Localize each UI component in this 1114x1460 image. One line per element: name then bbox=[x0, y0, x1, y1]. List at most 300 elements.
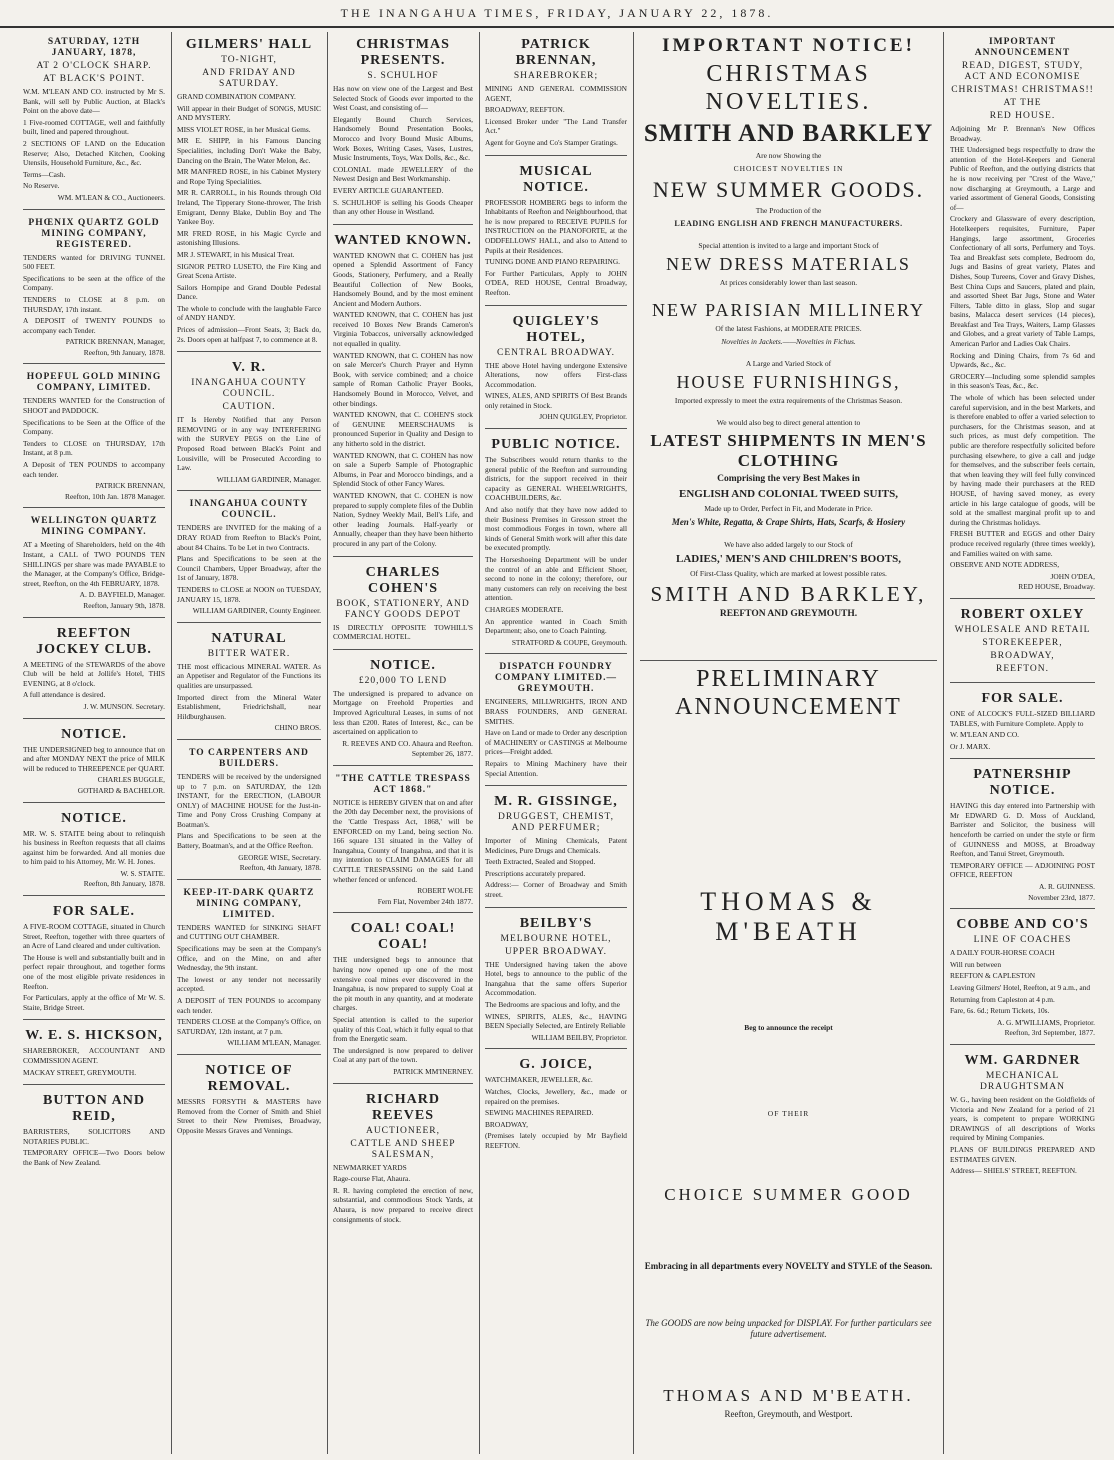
ad-heading: SATURDAY, 12TH JANUARY, 1878, bbox=[47, 37, 141, 58]
advertisement bbox=[950, 602, 1095, 683]
ad-heading: AT THE bbox=[1003, 98, 1042, 108]
ad-body-text: Address:— Corner of Broadway and Smith street. bbox=[485, 880, 627, 900]
advertisement bbox=[177, 355, 321, 491]
ad-line: Are now Showing the bbox=[755, 151, 822, 160]
ad-body-text: TENDERS will be received by the undersigned up to 7 p.m. on SATURDAY, the 12th INSTANT, for the ERECTION, (LABOUR ONLY) of MACHINE HOUSE for the Just-in-Time and Pony Cross Crushing Company at Boatman's. bbox=[177, 771, 321, 829]
column-divider bbox=[943, 32, 944, 1454]
ad-signature: PATRICK BRENNAN, Manager, bbox=[65, 337, 165, 347]
ad-line: Comprising the very Best Makes in bbox=[717, 474, 860, 484]
ad-line: Special attention is invited to a large and important Stock of bbox=[698, 241, 879, 250]
ad-signature: W. S. STAITE. bbox=[120, 868, 165, 878]
ad-body-text: WANTED KNOWN, that C. COHEN'S stock of GENUINE MEERSCHAUMS is pronounced Superior in Quality and Design to any hitherto sold in the district. bbox=[333, 410, 473, 448]
advertisement bbox=[177, 883, 321, 1055]
ad-body-text: COLONIAL made JEWELLERY of the Newest Design and Best Workmanship. bbox=[333, 164, 473, 184]
ad-body-text: A Deposit of TEN POUNDS to accompany each tender. bbox=[23, 460, 165, 479]
advertisement bbox=[485, 32, 627, 156]
advertisement bbox=[485, 159, 627, 306]
ad-signature: Reefton, 9th January, 1878. bbox=[83, 347, 165, 357]
choice-summer-goods-heading: CHOICE SUMMER GOOD bbox=[664, 1185, 913, 1204]
boots-heading: LADIES,' MEN'S AND CHILDREN'S BOOTS, bbox=[676, 553, 901, 565]
ad-body-text: AT a Meeting of Shareholders, held on the 4th Instant, a CALL of TWO POUNDS TEN SHILLINGS per share was made PAYABLE to the Manager, at the Company's Office, Bridge-street, Reefton, on the 4th FEBRUARY, 1878. bbox=[23, 540, 165, 588]
advertisement bbox=[23, 1088, 165, 1174]
ad-body-text: WANTED KNOWN, that C. COHEN has now on sale Mercer's Church Prayer and Hymn Book, with service combined; and a choice sample of Roman Catholic Prayer Books, Handsomely Bound in Morocco, Velvet, and other bindings. bbox=[333, 350, 473, 408]
ad-body-text: No Reserve. bbox=[23, 181, 60, 191]
ad-heading: CHARLES COHEN'S bbox=[365, 564, 441, 596]
ad-signature: JOHN O'DEA, bbox=[1050, 571, 1095, 581]
preliminary-announcement-heading: PRELIMINARY ANNOUNCEMENT bbox=[675, 666, 902, 720]
ad-heading: WHOLESALE AND RETAIL bbox=[954, 624, 1091, 635]
tweed-suits-heading: ENGLISH AND COLONIAL TWEED SUITS, bbox=[679, 488, 898, 500]
advertisement bbox=[950, 762, 1095, 909]
advertisement bbox=[23, 899, 165, 1020]
ad-heading: WM. GARDNER bbox=[964, 1052, 1081, 1068]
ad-line: We would also beg to direct general attention to bbox=[716, 418, 861, 427]
ad-body-text: PLANS OF BUILDINGS PREPARED AND ESTIMATES GIVEN. bbox=[950, 1144, 1095, 1164]
ad-body-text: For Further Particulars, Apply to JOHN O'DEA, RED HOUSE, Central Broadway, Reefton. bbox=[485, 268, 627, 297]
ad-body-text: The undersigned is now prepared to deliver Coal at any part of the town. bbox=[333, 1045, 473, 1065]
advertisement bbox=[950, 32, 1095, 599]
ad-body-text: EVERY ARTICLE GUARANTEED. bbox=[333, 185, 444, 195]
ad-heading: V. R. bbox=[232, 360, 266, 376]
ad-heading: INANGAHUA COUNTY COUNCIL. bbox=[191, 378, 307, 400]
christmas-novelties-heading: CHRISTMAS NOVELTIES. bbox=[705, 61, 872, 115]
ad-body-text: MR MANFRED ROSE, in his Cabinet Mystery and Rope Tying Specialities. bbox=[177, 167, 321, 186]
advertisement bbox=[333, 32, 473, 225]
ad-heading: MELBOURNE HOTEL, bbox=[500, 933, 612, 944]
important-notice-heading: IMPORTANT NOTICE! bbox=[662, 35, 915, 56]
ad-body-text: OBSERVE AND NOTE ADDRESS, bbox=[950, 560, 1060, 570]
ad-body-text: WANTED KNOWN, that C. COHEN has just received 10 Boxes New Brands Cameron's Virginia Tobaccos, universally acknowledged not equalled in quality. bbox=[333, 310, 473, 349]
ad-body-text: WANTED KNOWN, that C. COHEN has now on sale a Superb Sample of Photographic Albums, in Pear and Morocco bindings, and a Splendid Stock of other Fancy Wares. bbox=[333, 450, 473, 489]
ad-heading: DRUGGEST, CHEMIST, AND PERFUMER; bbox=[497, 812, 615, 834]
ad-body-text: A DEPOSIT of TWENTY POUNDS to accompany each Tender. bbox=[23, 316, 165, 335]
ad-body-text: HAVING this day entered into Partnership with Mr EDWARD G. D. Moss of Auckland, Barrister and Solicitor, the business will henceforth be carried on under the style or firm of GUINNESS and MOSS, at Broadway Reefton, and Tanui Street, Greymouth. bbox=[950, 801, 1095, 859]
ad-signature: Reefton, 4th January, 1878. bbox=[239, 863, 321, 873]
ad-body-text: TENDERS WANTED for the Construction of SHOOT and PADDOCK. bbox=[23, 396, 165, 416]
smith-and-barkley-heading: SMITH AND BARKLEY bbox=[643, 120, 934, 147]
ad-body-text: SHAREBROKER, ACCOUNTANT AND COMMISSION AGENT. bbox=[23, 1046, 165, 1065]
ad-body-text: WINES, ALES, AND SPIRITS Of Best Brands only retained in Stock. bbox=[485, 391, 627, 410]
advertisement bbox=[23, 806, 165, 897]
ad-heading: TO CARPENTERS AND BUILDERS. bbox=[189, 747, 309, 769]
ad-signature: GOTHARD & BACHELOR. bbox=[77, 785, 165, 795]
ad-line: The Production of the bbox=[755, 206, 822, 215]
ad-signature: GEORGE WISE, Secretary. bbox=[238, 852, 321, 862]
new-dress-materials-heading: NEW DRESS MATERIALS bbox=[666, 254, 911, 274]
column-6 bbox=[945, 30, 1100, 1455]
ad-body-text: GROCERY—Including some splendid samples in this season's Teas, &c., &c. bbox=[950, 371, 1095, 391]
column-3 bbox=[328, 30, 478, 1455]
ad-signature: WILLIAM GARDINER, Manager. bbox=[216, 474, 321, 484]
ad-heading: NOTICE. bbox=[61, 726, 127, 742]
ad-body-text: Tenders to CLOSE on THURSDAY, 17th Instant, at 8 p.m. bbox=[23, 438, 165, 458]
advertisement bbox=[485, 432, 627, 654]
ad-line: A Large and Varied Stock of bbox=[745, 359, 832, 368]
advertisement bbox=[950, 1048, 1095, 1183]
ad-signature: September 26, 1877. bbox=[411, 749, 473, 759]
ad-heading: AT BLACK'S POINT. bbox=[42, 74, 146, 84]
ad-heading: NOTICE OF REMOVAL. bbox=[205, 1062, 293, 1094]
ad-body-text: The whole to conclude with the laughable Farce of ANDY HANDY. bbox=[177, 303, 321, 323]
ad-signature: Reefton, 10th Jan. 1878 Manager. bbox=[65, 491, 165, 501]
ad-body-text: R. R. having completed the erection of new, substantial, and commodious Stock Yards, at Ahaura, is now prepared to receive direct consignments of stock. bbox=[333, 1185, 473, 1224]
ad-body-text: MACKAY STREET, GREYMOUTH. bbox=[23, 1067, 137, 1077]
ad-line: At prices considerably lower than last season. bbox=[719, 278, 858, 287]
ad-line: Beg to announce the receipt bbox=[744, 1023, 833, 1032]
ad-signature: PATRICK BRENNAN, bbox=[95, 481, 165, 491]
ad-body-text: Has now on view one of the Largest and Best Selected Stock of Goods ever imported to the West Coast, and consisting of— bbox=[333, 84, 473, 113]
ad-body-text: TEMPORARY OFFICE — ADJOINING POST OFFICE, REEFTON bbox=[950, 860, 1095, 880]
ad-heading: ROBERT OXLEY bbox=[960, 606, 1085, 622]
ad-heading: SHAREBROKER; bbox=[513, 71, 599, 81]
ad-body-text: Have on Land or made to Order any description of MACHINERY or CASTINGS at Melbourne prices—Freight added. bbox=[485, 728, 627, 757]
ad-signature: November 23rd, 1877. bbox=[1028, 892, 1095, 902]
ad-signature: WILLIAM BEILBY, Proprietor. bbox=[531, 1032, 627, 1042]
ad-heading: RICHARD REEVES bbox=[366, 1091, 440, 1123]
ad-heading: BUTTON AND REID, bbox=[43, 1093, 145, 1125]
ad-heading: NOTICE. bbox=[61, 810, 127, 826]
ad-heading: W. E. S. HICKSON, bbox=[25, 1028, 163, 1044]
ad-body-text: TENDERS to CLOSE at 8 p.m. on THURSDAY, 17th instant. bbox=[23, 294, 165, 314]
ad-body-text: An apprentice wanted in Coach Smith Department; also, one to Coach Painting. bbox=[485, 616, 627, 636]
ad-heading: READ, DIGEST, STUDY, ACT AND ECONOMISE bbox=[961, 61, 1084, 82]
advertisement bbox=[23, 621, 165, 719]
ad-heading: CHRISTMAS! CHRISTMAS!! bbox=[951, 85, 1094, 95]
ad-body-text: WANTED KNOWN that C. COHEN has just opened a Splendid Assortment of Fancy Goods, Stationery, Perfumery, and a Really Beautiful Collection of New Books, Handsomely Bound, and by the most eminent Ancient and Modern Authors. bbox=[333, 250, 473, 308]
ad-body-text: TUNING DONE AND PIANO REPAIRING. bbox=[485, 257, 621, 267]
ad-heading: BROADWAY, bbox=[990, 650, 1055, 661]
advertisement bbox=[23, 213, 165, 365]
ad-signature: PATRICK MM'INERNEY. bbox=[393, 1066, 473, 1076]
ad-body-text: Prescriptions accurately prepared. bbox=[485, 868, 586, 878]
ad-signature: WILLIAM GARDINER, County Engineer. bbox=[192, 606, 321, 616]
ad-body-text: MR J. STEWART, in his Musical Treat. bbox=[177, 249, 295, 259]
ad-heading: RED HOUSE. bbox=[989, 111, 1056, 121]
ad-body-text: Adjoining Mr P. Brennan's New Offices Broadway. bbox=[950, 124, 1095, 143]
mens-clothing-heading: LATEST SHIPMENTS IN MEN'S CLOTHING bbox=[650, 431, 927, 470]
ad-body-text: TENDERS to CLOSE at NOON on TUESDAY, JANUARY 15, 1878. bbox=[177, 584, 321, 604]
ad-heading: DISPATCH FOUNDRY COMPANY LIMITED.—GREYMOUTH. bbox=[494, 662, 618, 695]
ad-heading: G. JOICE, bbox=[519, 1057, 593, 1073]
ad-heading: CATTLE AND SHEEP SALESMAN, bbox=[350, 1138, 456, 1160]
ad-body-text: Plans and Specifications to be seen at the Council Chambers, Upper Broadway, after the 1st of January, 1878. bbox=[177, 554, 321, 583]
ad-heading: COAL! COAL! COAL! bbox=[350, 921, 456, 953]
column-2 bbox=[172, 30, 326, 1455]
ad-signature: A. G. M'WILLIAMS, Proprietor. bbox=[996, 1017, 1095, 1027]
ad-body-text: 2 SECTIONS OF LAND on the Education Reserve; Also, Detached Kitchen, Cooking Utensils, Household Furniture, &c., &c. bbox=[23, 138, 165, 168]
ad-body-text: Will run between bbox=[950, 959, 1002, 969]
ad-line: LEADING ENGLISH AND FRENCH MANUFACTURERS. bbox=[674, 219, 903, 228]
ad-body-text: A DAILY FOUR-HORSE COACH bbox=[950, 948, 1055, 958]
ad-body-text: Crockery and Glassware of every description, Hotelkeepers requisites, Furniture, Paper Hangings, large assortment, Groceries Confectionary of all sorts, Perfumery and Toys. Tea and Breakfast sets complete, Bedroom do, Jugs and Basins of great variety, Plates and Dishes, Soup Tureens, Cover and Gravy Dishes, Best China Cups and Saucers, plated and plain, and assorted Sheet Bar Jugs, Stone and Water Filters, Table ditto in glass, Slop and sugar basins, Malacca desert services (14 pieces), Breakfast and Tea Trays, Waiters, Lamp Glasses and Globes, and a great variety of Table Lamps, American Parlor and Ladies Oak Chairs. bbox=[950, 214, 1095, 349]
ad-signature: CHARLES BUGGLE, bbox=[97, 775, 165, 785]
ad-body-text: PROFESSOR HOMBERG begs to inform the Inhabitants of Reefton and Neighbourhood, that he is now prepared to RECEIVE PUPILS for INSTRUCTION on the PIANOFORTE, at the ODDFELLOWS' HALL, and also to Attend to Pupils at their Residences. bbox=[485, 197, 627, 255]
advertisement bbox=[333, 916, 473, 1083]
ad-heading: REEFTON. bbox=[996, 663, 1049, 674]
ad-heading: CENTRAL BROADWAY. bbox=[497, 347, 615, 358]
ad-heading: S. SCHULHOF bbox=[367, 71, 439, 81]
ad-body-text: Watches, Clocks, Jewellery, &c., made or repaired on the premises. bbox=[485, 1087, 627, 1106]
ad-body-text: THE Undersigned having taken the above Hotel, begs to announce to the public of the Inangahua that the same offers Superior Accommodation. bbox=[485, 959, 627, 998]
ad-body-text: TEMPORARY OFFICE—Two Doors below the Bank of New Zealand. bbox=[23, 1148, 165, 1167]
ad-body-text: TENDERS WANTED for SINKING SHAFT and CUTTING OUT CHAMBER. bbox=[177, 922, 321, 942]
ad-body-text: Fare, 6s. 6d.; Return Tickets, 10s. bbox=[950, 1006, 1050, 1016]
ad-heading: NOTICE. bbox=[370, 657, 436, 673]
ad-body-text: MR R. CARROLL, in his Rounds through Old Ireland, The Tipperary Stone-thrower, The Irish Emigrant, Denny Blake, Dublin Boy and The Yankee Boy. bbox=[177, 188, 321, 227]
ad-heading: HOPEFUL GOLD MINING COMPANY, LIMITED. bbox=[26, 372, 162, 394]
ad-signature: JOHN QUIGLEY, Proprietor. bbox=[539, 412, 627, 422]
ad-signature: STRATFORD & COUPE, Greymouth. bbox=[511, 637, 627, 647]
ad-body-text: TENDERS wanted for DRIVING TUNNEL 500 FEET. bbox=[23, 252, 165, 272]
ad-heading: MECHANICAL DRAUGHTSMAN bbox=[980, 1070, 1065, 1092]
ad-body-text: The undersigned is prepared to advance on Mortgage on Freehold Properties and Improved Agricultural Leases, in sums of not less than £200. Rates of Interest, &c., can be ascertained on application to bbox=[333, 688, 473, 737]
ad-body-text: WANTED KNOWN, that C. COHEN is now prepared to supply complete files of the Dublin Nation, Sydney Weekly Mail, Bell's Life, and other leading Journals. Half-yearly or Annually, cheaper than they have been hitherto procured in any part of the Colony. bbox=[333, 490, 473, 548]
ad-signature: Reefton, 8th January, 1878. bbox=[83, 879, 165, 889]
ad-heading: BOOK, STATIONERY, AND FANCY GOODS DEPOT bbox=[336, 598, 470, 620]
ad-body-text: The Bedrooms are spacious and lofty, and the bbox=[485, 1000, 620, 1010]
ad-body-text: MESSRS FORSYTH & MASTERS have Removed from the Corner of Smith and Shiel Street to their New Premises, Broadway, Opposite Messrs Graves and Vennings. bbox=[177, 1096, 321, 1135]
large-advertisement-column bbox=[635, 30, 942, 1455]
ad-heading: NATURAL bbox=[211, 630, 287, 646]
ad-heading: PHŒNIX QUARTZ GOLD MINING COMPANY, REGISTERED. bbox=[28, 217, 160, 250]
ad-body-text: THE undersigned begs to announce that having now opened up one of the most extensive coal mines ever discovered in the Inangahua, is now prepared to supply Coal at the pit mouth in any quantity, and at moderate charges. bbox=[333, 955, 473, 1013]
advertisement bbox=[23, 511, 165, 617]
ad-signature: Reefton, 3rd September, 1877. bbox=[1004, 1028, 1095, 1038]
ad-heading: COBBE AND CO'S bbox=[956, 917, 1089, 933]
column-4 bbox=[480, 30, 632, 1455]
ad-line: Of First-Class Quality, which are marked at lowest possible rates. bbox=[690, 569, 887, 578]
ad-heading: AUCTIONEER, bbox=[365, 1125, 441, 1136]
ad-heading: PATNERSHIP NOTICE. bbox=[973, 767, 1072, 799]
advertisement bbox=[485, 657, 627, 786]
ad-body-text: Specifications may be seen at the Company's Office, and on the Mine, on and after Wednesday, the 9th instant. bbox=[177, 944, 321, 973]
ad-heading: AND FRIDAY AND SATURDAY. bbox=[202, 68, 296, 89]
ad-body-text: MR FRED ROSE, in his Magic Cyrcle and astonishing Illusions. bbox=[177, 228, 321, 248]
ad-body-text: Rocking and Dining Chairs, from 7s 6d and Upwards, &c., &c. bbox=[950, 350, 1095, 370]
column-1 bbox=[18, 30, 170, 1455]
ad-signature: A. R. GUINNESS. bbox=[1038, 882, 1095, 892]
ad-body-text: Licensed Broker under "The Land Transfer Act." bbox=[485, 116, 627, 136]
house-furnishings-heading: HOUSE FURNISHINGS, bbox=[676, 372, 901, 392]
ad-body-text: ONE of ALCOCK'S FULL-SIZED BILLIARD TABLES, with Furniture Complete. Apply to bbox=[950, 708, 1095, 728]
ad-body-text: Leaving Gilmers' Hotel, Reefton, at 9 a.m., and bbox=[950, 983, 1091, 992]
advertisement bbox=[177, 32, 321, 352]
advertisement bbox=[485, 309, 627, 430]
ad-body-text: ENGINEERS, MILLWRIGHTS, IRON AND BRASS FOUNDERS, AND GENERAL SMITHS. bbox=[485, 697, 627, 726]
ad-body-text: Address— SHIELS' STREET, REEFTON. bbox=[950, 1166, 1077, 1176]
advertisement bbox=[333, 1087, 473, 1232]
ad-signature: Fern Flat, November 24th 1877. bbox=[377, 896, 473, 906]
ad-body-text: Terms—Cash. bbox=[23, 169, 66, 179]
advertisement bbox=[950, 912, 1095, 1045]
smith-and-barkley-signature: SMITH AND BARKLEY, bbox=[650, 582, 927, 606]
ad-signature: J. W. MUNSON. Secretary. bbox=[83, 701, 165, 711]
advertisement bbox=[23, 722, 165, 803]
ad-heading: M. R. GISSINGE, bbox=[494, 794, 618, 810]
ad-body-text: THE UNDERSIGNED beg to announce that on and after MONDAY NEXT the price of MILK will be reduced to THREEPENCE per QUART. bbox=[23, 744, 165, 773]
ad-body-text: BARRISTERS, SOLICITORS AND NOTARIES PUBLIC. bbox=[23, 1127, 165, 1146]
ad-heading: "THE CATTLE TRESPASS ACT 1868." bbox=[335, 773, 471, 795]
ad-heading: BITTER WATER. bbox=[207, 648, 291, 659]
ad-line: CHOICEST NOVELTIES IN bbox=[733, 164, 844, 173]
thomas-mbeath-heading: THOMAS & M'BEATH bbox=[700, 887, 877, 946]
column-divider bbox=[633, 32, 634, 1454]
advertisement bbox=[333, 560, 473, 650]
ad-heading: TO-NIGHT, bbox=[221, 55, 277, 65]
ad-heading: FOR SALE. bbox=[981, 690, 1064, 706]
ad-body-text: MR. W. S. STAITE being about to relinquish his business in Reefton requests that all claims against him be forwarded. And all monies due to him paid to his Attorney, Mr. W. H. Jones. bbox=[23, 828, 165, 867]
ad-heading: QUIGLEY'S HOTEL, bbox=[512, 313, 600, 345]
ad-body-text: Plans and Specifications to be seen at the Battery, Boatman's, and at the Office Reefton. bbox=[177, 831, 321, 851]
ad-body-text: S. SCHULHOF is selling his Goods Cheaper than any other House in Westland. bbox=[333, 197, 473, 217]
ad-body-text: IT Is Hereby Notified that any Person REMOVING or in any way INTERFERING with the SURVEY PEGS on the Line of Proposed Road between Black's Point and Lousiville, will be Prosecuted According to Law. bbox=[177, 415, 321, 473]
ad-body-text: MINING AND GENERAL COMMISSION AGENT, bbox=[485, 84, 627, 103]
ad-body-text: A full attendance is desired. bbox=[23, 690, 106, 700]
ad-heading: AT 2 O'CLOCK SHARP. bbox=[36, 61, 152, 71]
ad-body-text: FRESH BUTTER and EGGS and other Dairy produce received regularly (three times weekly), and Families waited on with same. bbox=[950, 529, 1095, 558]
ad-signature: R. REEVES AND CO. Ahaura and Reefton. bbox=[342, 738, 473, 748]
ad-body-text: WATCHMAKER, JEWELLER, &c. bbox=[485, 1075, 593, 1085]
ad-body-text: A FIVE-ROOM COTTAGE, situated in Church Street, Reefton, together with three quarters of an Acre of Land cleared and under cultivation. bbox=[23, 922, 165, 951]
ad-heading: INANGAHUA COUNTY COUNCIL. bbox=[189, 499, 309, 521]
ad-body-text: THE Undersigned begs respectfully to draw the attention of the Hotel-Keepers and General Public of Reefton, and the outlying districts that he is now receiving per "Crest of the Wave," now discharging at Greymouth, a Large and varied assortment of General Goods, Consisting of— bbox=[950, 145, 1095, 212]
advertisement bbox=[177, 743, 321, 880]
advertisement bbox=[23, 367, 165, 508]
ad-heading: WANTED KNOWN. bbox=[334, 232, 472, 248]
ad-heading: LINE OF COACHES bbox=[973, 935, 1072, 946]
advertisement bbox=[177, 494, 321, 622]
ad-body-text: IS DIRECTLY OPPOSITE TOWHILL'S COMMERCIAL HOTEL. bbox=[333, 622, 473, 642]
ad-heading: PUBLIC NOTICE. bbox=[491, 437, 621, 453]
ad-body-text: Importer of Mining Chemicals, Patent Medicines, Pure Drugs and Chemicals. bbox=[485, 836, 627, 855]
ad-signature: A. D. BAYFIELD, Manager. bbox=[79, 590, 165, 600]
ad-line: Novelties in Jackets.——Novelties in Fichus. bbox=[721, 337, 856, 346]
ad-line: The GOODS are now being unpacked for DISPLAY. For further particulars see future advertisement. bbox=[645, 1318, 932, 1339]
ad-body-text: The Horseshoeing Department will be under the control of an able and Efficient Shoer, second to none in the colony; therefore, our many customers can rely on receiving the best attention. bbox=[485, 555, 627, 603]
ad-body-text: THE most efficacious MINERAL WATER. As an Appetiser and Regulator of the Functions its qualities are unsurpassed. bbox=[177, 661, 321, 690]
ad-line: Embracing in all departments every NOVELTY and STYLE of the Season. bbox=[644, 1261, 933, 1271]
advertisement bbox=[485, 1052, 627, 1157]
advertisement bbox=[485, 911, 627, 1050]
advertisement bbox=[950, 686, 1095, 759]
ad-body-text: The House is well and substantially built and in perfect repair throughout, and together forms one of the most eligible private residences in Reefton. bbox=[23, 952, 165, 991]
ad-body-text: Or J. MARX. bbox=[950, 741, 991, 751]
ad-signature: ROBERT WOLFE bbox=[417, 886, 473, 896]
ad-signature: WILLIAM M'LEAN, Manager. bbox=[227, 1038, 321, 1048]
ad-body-text: Specifications to be Seen at the Office of the Company. bbox=[23, 417, 165, 437]
ad-body-text: SEWING MACHINES REPAIRED. bbox=[485, 1108, 594, 1118]
ad-line: We have also added largely to our Stock of bbox=[724, 540, 853, 549]
ad-heading: PATRICK BRENNAN, bbox=[515, 37, 597, 68]
new-summer-goods-heading: NEW SUMMER GOODS. bbox=[652, 177, 925, 202]
ad-body-text: Will appear in their Budget of SONGS, MUSIC AND MYSTERY. bbox=[177, 103, 321, 123]
ad-body-text: The lowest or any tender not necessarily accepted. bbox=[177, 974, 321, 994]
ad-body-text: Agent for Goyne and Co's Stamper Gratings. bbox=[485, 137, 618, 147]
ad-body-text: Teeth Extracted, Sealed and Stopped. bbox=[485, 857, 596, 867]
ad-body-text: A DEPOSIT of TEN POUNDS to accompany each tender. bbox=[177, 996, 321, 1015]
ad-line: REEFTON AND GREYMOUTH. bbox=[719, 609, 858, 619]
ad-heading: REEFTON JOCKEY CLUB. bbox=[36, 625, 152, 657]
ad-body-text: 1 Five-roomed COTTAGE, well and faithfully built, lined and papered throughout. bbox=[23, 117, 165, 137]
ad-body-text: A MEETING of the STEWARDS of the above Club will be held at Jollife's Hotel, THIS EVENING, at 8 o'clock. bbox=[23, 659, 165, 688]
advertisement bbox=[333, 769, 473, 914]
ad-signature: WM. M'LEAN & CO., Auctioneers. bbox=[57, 192, 165, 202]
ad-body-text: W. G., having been resident on the Goldfields of Victoria and New Zealand for a period of 21 years, is competent to prepare WORKING DRAWINGS of all descriptions of Works required by Mining Companies. bbox=[950, 1094, 1095, 1143]
ad-body-text: BROADWAY, REEFTON. bbox=[485, 105, 565, 115]
ad-heading: STOREKEEPER, bbox=[982, 637, 1063, 648]
ad-signature: Reefton, January 9th, 1878. bbox=[83, 600, 165, 610]
ad-heading: GILMERS' HALL bbox=[185, 37, 313, 52]
advertisement bbox=[23, 32, 165, 210]
ad-body-text: Rage-course Flat, Ahaura. bbox=[333, 1174, 411, 1184]
ad-body-text: NOTICE is HEREBY GIVEN that on and after the 20th day December next, the provisions of the 'Cattle Trespass Act, 1868,' will be ENFORCED on my Land, being section No. 166 square 131 situated in the Valley of Inangahua, County of Inangahua, and that it is my intention to CLAIM DAMAGES for all CATTLE TRESPASSING on the said Land whether fenced or unfenced. bbox=[333, 797, 473, 884]
ad-body-text: Special attention is called to the superior quality of this Coal, which it fully equal to that from the Energetic seam. bbox=[333, 1014, 473, 1044]
ad-line: Of the latest Fashions, at MODERATE PRICES. bbox=[715, 324, 862, 333]
ad-body-text: NEWMARKET YARDS bbox=[333, 1162, 407, 1172]
ad-heading: BEILBY'S bbox=[519, 915, 593, 931]
ad-body-text: Elegantly Bound Church Services, Handsomely Bound Presentation Books, Morocco and Ivory Bound Music Albums, Work Boxes, Writing Cases, Vases, Lustres, Music Instruments, Toys, Wax Dolls, &c., &c. bbox=[333, 114, 473, 163]
ad-body-text: BROADWAY, bbox=[485, 1119, 528, 1129]
masthead: THE INANGAHUA TIMES, FRIDAY, JANUARY 22, 1878. bbox=[0, 0, 1114, 28]
advertisement bbox=[485, 789, 627, 908]
ad-heading: UPPER BROADWAY. bbox=[504, 946, 608, 957]
ad-heading: CAUTION. bbox=[222, 402, 276, 413]
advertisement bbox=[177, 1058, 321, 1142]
ad-body-text: Prices of admission—Front Seats, 3; Back do, 2s. Doors open at halfpast 7, to commence at 8. bbox=[177, 325, 321, 344]
ad-line: Imported expressly to meet the extra requirements of the Christmas Season. bbox=[674, 396, 903, 405]
millinery-heading: NEW PARISIAN MILLINERY bbox=[651, 300, 925, 320]
ad-body-text: GRAND COMBINATION COMPANY. bbox=[177, 92, 296, 101]
ad-heading: FOR SALE. bbox=[52, 904, 136, 920]
ad-heading: KEEP-IT-DARK QUARTZ MINING COMPANY, LIMITED. bbox=[183, 887, 315, 920]
ad-body-text: W.M. M'LEAN AND CO. instructed by Mr S. Bank, will sell by Public Auction, at Black's Point on the above date— bbox=[23, 87, 165, 116]
ad-line: OF THEIR bbox=[767, 1109, 810, 1118]
ad-heading: WELLINGTON QUARTZ MINING COMPANY. bbox=[30, 516, 158, 538]
ad-line: Made up to Order, Perfect in Fit, and Moderate in Price. bbox=[704, 504, 873, 513]
ad-body-text: TENDERS are INVITED for the making of a DRAY ROAD from Reefton to Black's Point, about 84 Chains. To be Let in two Contracts. bbox=[177, 523, 321, 552]
ad-body-text: The whole of which has been selected under careful supervision, and in the best Markets, and is therefore enabled to offer a varied selection to purchasers, for the Christmas season, and at such prices, as must defy competition. The public are therefore respectfully solicited before purchasing elsewhere, to give a call and judge for themselves, and the subscriber feels certain, that when leaving they will feel fully convinced by having made their purchasers at the RED HOUSE, of having saved money, as every article in his large catalogue of goods, will be sold at the smallest marginal profit up to and during the Christmas holidays. bbox=[950, 393, 1095, 527]
advertisement bbox=[23, 1023, 165, 1085]
ad-body-text: CHARGES MODERATE. bbox=[485, 604, 564, 614]
ad-body-text: TENDERS CLOSE at the Company's Office, on SATURDAY, 12th instant, at 7 p.m. bbox=[177, 1017, 321, 1036]
ad-body-text: (Premises lately occupied by Mr Bayfield REEFTON. bbox=[485, 1131, 627, 1150]
ad-line: Men's White, Regatta, & Crape Shirts, Hats, Scarfs, & Hosiery bbox=[671, 517, 906, 527]
ad-body-text: MR E. SHIPP, in his Famous Dancing Specialities, including Don't Wake the Baby, Dancing on the Brain, The Water Melon, &c. bbox=[177, 136, 321, 165]
ad-body-text: And also notify that they have now added to their Business Premises in Gresson street the most commodious Forges in town, where all kinds of General Smith work will after this date be executed promptly. bbox=[485, 505, 627, 553]
ad-body-text: W. M'LEAN AND CO. bbox=[950, 730, 1020, 740]
ad-body-text: WINES, SPIRITS, ALES, &c., HAVING BEEN Specially Selected, are Entirely Reliable bbox=[485, 1011, 627, 1031]
ad-body-text: THE above Hotel having undergone Extensive Alterations, now offers First-class Accommodation. bbox=[485, 360, 627, 389]
ad-heading: £20,000 TO LEND bbox=[358, 675, 448, 686]
advertisement bbox=[177, 626, 321, 740]
ad-heading: CHRISTMAS PRESENTS. bbox=[356, 37, 450, 68]
ad-signature: CHINO BROS. bbox=[274, 723, 321, 733]
ad-body-text: Imported direct from the Mineral Water Establishment, Friedrichshall, near Hildburghausen. bbox=[177, 692, 321, 721]
ad-signature: RED HOUSE, Broadway. bbox=[1018, 582, 1095, 592]
ad-body-text: REEFTON & CAPLESTON bbox=[950, 971, 1036, 981]
ad-heading: IMPORTANT ANNOUNCEMENT bbox=[974, 37, 1071, 58]
ad-line: Reefton, Greymouth, and Westport. bbox=[724, 1409, 853, 1419]
ad-body-text: MISS VIOLET ROSE, in her Musical Gems. bbox=[177, 124, 311, 134]
thomas-mbeath-signature: THOMAS AND M'BEATH. bbox=[663, 1386, 914, 1405]
ad-body-text: SIGNOR PETRO LUSETO, the Fire King and Great Scena Artiste. bbox=[177, 261, 321, 281]
ad-body-text: The Subscribers would return thanks to the general public of the Reefton and surrounding districts, for the support received in their capacity as GENERAL WHEELWRIGHTS, COACHBUILDERS, &c. bbox=[485, 455, 627, 503]
advertisement bbox=[333, 228, 473, 557]
advertisement bbox=[333, 653, 473, 766]
ad-body-text: Specifications to be seen at the office of the Company. bbox=[23, 273, 165, 293]
ad-body-text: Sailors Hornpipe and Grand Double Pedestal Dance. bbox=[177, 282, 321, 302]
ad-body-text: For Particulars, apply at the office of Mr W. S. Staite, Bridge Street. bbox=[23, 993, 165, 1012]
